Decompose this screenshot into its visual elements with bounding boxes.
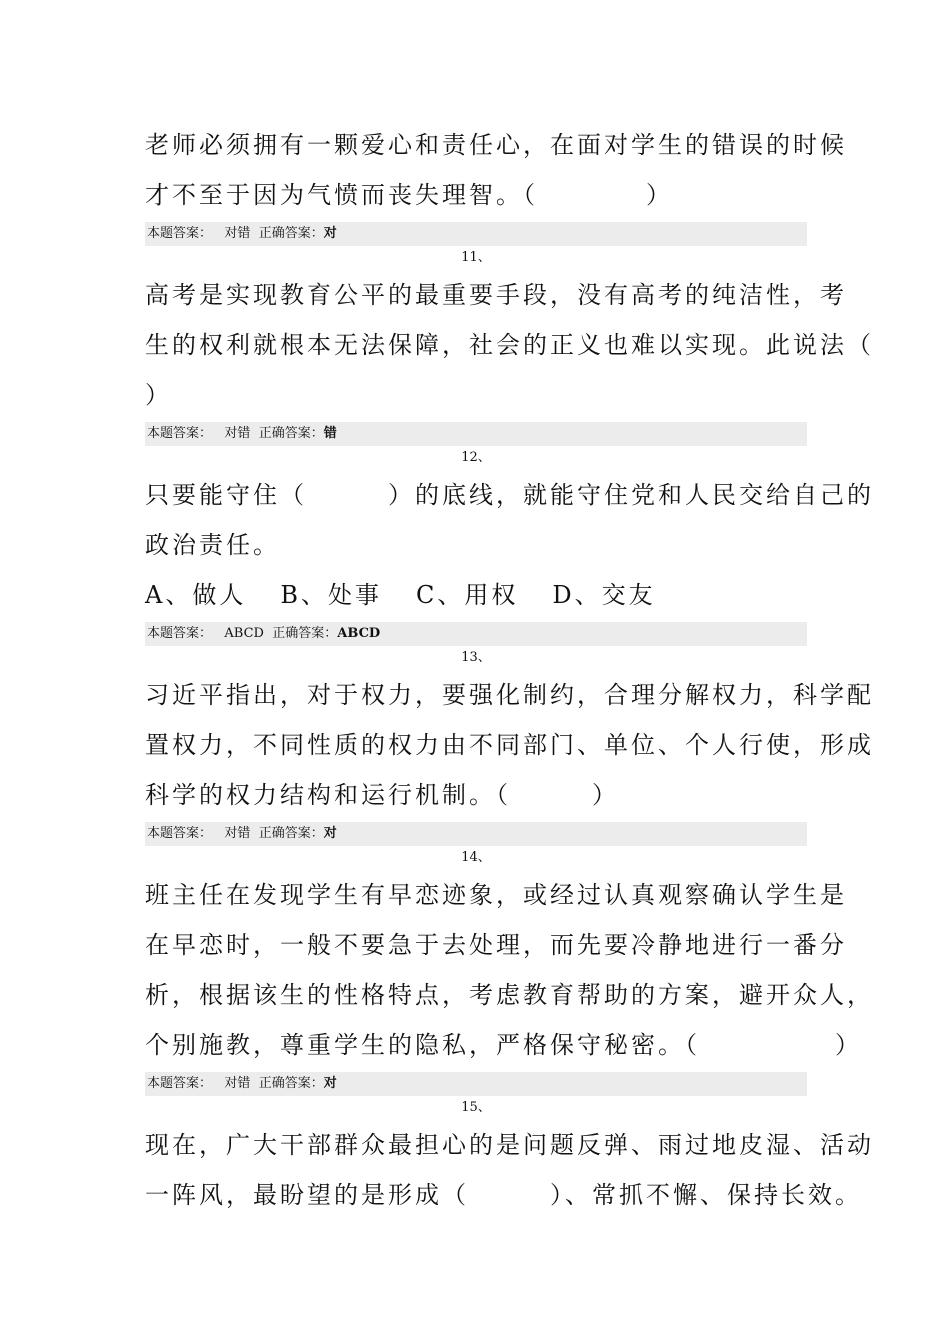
- question-13: [145, 670, 874, 846]
- answer-bar: [145, 822, 807, 846]
- answer-prefix: 本题答案：: [147, 1076, 213, 1091]
- correct-answer: 对: [323, 1076, 337, 1091]
- question-text-line: 班主任在发现学生有早恋迹象，或经过认真观察确认学生是: [145, 881, 847, 909]
- question-text-line: 才不至于因为气愤而丧失理智。（ ）: [145, 181, 673, 209]
- correct-answer: 对: [323, 826, 337, 841]
- question-text-line: 政治责任。: [145, 531, 280, 559]
- question-text-line: 在早恋时，一般不要急于去处理，而先要冷静地进行一番分: [145, 931, 847, 959]
- given-answer: 对错: [224, 826, 251, 841]
- option-b: B、处事: [280, 581, 382, 609]
- question-number: 11、: [461, 250, 491, 265]
- correct-answer: 错: [323, 426, 337, 441]
- question-text-line: 置权力，不同性质的权力由不同部门、单位、个人行使，形成: [145, 731, 874, 759]
- question-text-line: 析，根据该生的性格特点，考虑教育帮助的方案，避开众人，: [145, 981, 874, 1009]
- correct-prefix: 正确答案：: [272, 626, 338, 641]
- question-text-line: ）: [145, 381, 172, 409]
- answer-prefix: 本题答案：: [147, 826, 213, 841]
- answer-bar: [145, 1072, 807, 1096]
- given-answer: 对错: [224, 1076, 251, 1091]
- answer-prefix: 本题答案：: [147, 226, 213, 241]
- options-row: [145, 570, 807, 620]
- question-text-line: 一阵风，最盼望的是形成（ ）、常抓不懈、保持长效。: [145, 1181, 862, 1209]
- question-text-line: 科学的权力结构和运行机制。（ ）: [145, 781, 619, 809]
- correct-answer: 对: [323, 226, 337, 241]
- document-page: [145, 120, 874, 1220]
- correct-prefix: 正确答案：: [258, 226, 324, 241]
- given-answer: ABCD: [224, 626, 264, 641]
- question-15: [145, 1120, 874, 1220]
- question-text-line: 老师必须拥有一颗爱心和责任心，在面对学生的错误的时候: [145, 131, 847, 159]
- question-number: 12、: [461, 450, 491, 465]
- correct-prefix: 正确答案：: [258, 1076, 324, 1091]
- question-14: [145, 870, 874, 1096]
- given-answer: 对错: [224, 226, 251, 241]
- question-text-line: 习近平指出，对于权力，要强化制约，合理分解权力，科学配: [145, 681, 874, 709]
- question-10: [145, 120, 847, 246]
- answer-prefix: 本题答案：: [147, 426, 213, 441]
- option-d: D、交友: [552, 581, 656, 609]
- answer-prefix: 本题答案：: [147, 626, 213, 641]
- option-a: A、做人: [145, 581, 247, 609]
- question-number: 13、: [461, 650, 491, 665]
- question-12: [145, 470, 874, 646]
- question-number: 15、: [461, 1100, 491, 1115]
- correct-prefix: 正确答案：: [258, 426, 324, 441]
- question-text-line: 生的权利就根本无法保障，社会的正义也难以实现。此说法（: [145, 331, 874, 359]
- question-text-line: 高考是实现教育公平的最重要手段，没有高考的纯洁性，考: [145, 281, 847, 309]
- correct-prefix: 正确答案：: [258, 826, 324, 841]
- question-11: [145, 270, 874, 446]
- answer-bar: [145, 422, 807, 446]
- option-c: C、用权: [415, 581, 519, 609]
- question-text-line: 现在，广大干部群众最担心的是问题反弹、雨过地皮湿、活动: [145, 1131, 874, 1159]
- question-number: 14、: [461, 850, 491, 865]
- question-text-line: 只要能守住（ ）的底线，就能守住党和人民交给自己的: [145, 481, 874, 509]
- answer-bar: [145, 622, 807, 646]
- question-text-line: 个别施教，尊重学生的隐私，严格保守秘密。（ ）: [145, 1031, 862, 1059]
- answer-bar: [145, 222, 807, 246]
- given-answer: 对错: [224, 426, 251, 441]
- correct-answer: ABCD: [337, 626, 381, 641]
